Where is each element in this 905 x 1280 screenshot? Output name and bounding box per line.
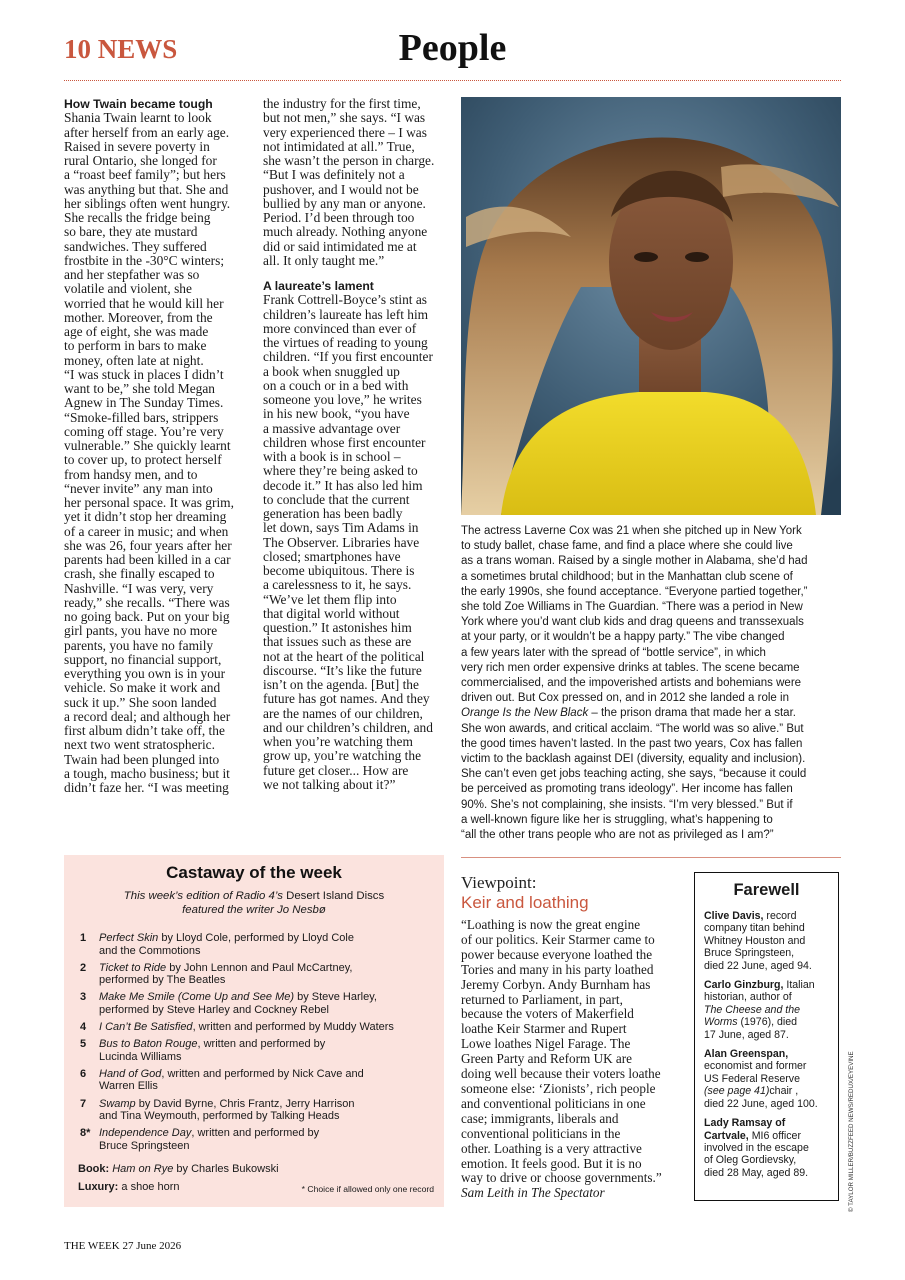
text-line <box>461 615 846 630</box>
text-run: commercialised, and the impoverished artists and bohemians were <box>461 677 802 690</box>
text-line: of a career in music; and when <box>64 523 229 539</box>
text-run: died 28 May, aged 89. <box>704 1166 809 1179</box>
italic-run: Ticket to Ride <box>99 961 167 974</box>
text-line: Period. I’d been through too <box>263 210 415 225</box>
text-line: Nashville. “I was very, very <box>64 580 214 596</box>
text-line: mother. Moreover, from the <box>64 309 213 325</box>
text-line: Twain had been plunged into <box>64 751 220 767</box>
italic-run: Perfect Skin <box>99 932 159 944</box>
text-line: conventional politicians in the <box>461 1125 621 1141</box>
text-run: , <box>795 1085 799 1098</box>
text-line: Tories and many in his party loathed <box>461 961 654 977</box>
farewell-list <box>704 910 834 1186</box>
text-line: to conclude that the current <box>263 491 410 507</box>
text-run: historian, author of <box>704 991 792 1004</box>
text-line: children. “If you first encounter <box>263 349 433 365</box>
viewpoint-source: Sam Leith in The Spectator <box>461 1185 605 1201</box>
text-line: a book when snuggled up <box>263 363 400 379</box>
text-line: when you’re watching them <box>263 734 413 749</box>
text-line <box>461 554 846 569</box>
text-line <box>99 1004 428 1017</box>
castaway-intro-show: Desert Island Discs <box>282 890 385 902</box>
text-line <box>99 974 428 987</box>
text-run: died 22 June, aged 94. <box>704 959 812 972</box>
text-line: want to be,” she told Megan <box>64 381 215 396</box>
twain-headline: How Twain became tough <box>64 97 213 111</box>
text-line <box>704 910 834 922</box>
column-2 <box>263 97 453 792</box>
page-footer: THE WEEK 27 June 2026 <box>64 1240 182 1252</box>
text-line: volatile and violent, she <box>64 281 192 297</box>
text-line: much already. Nothing anyone <box>263 224 428 240</box>
text-line: future has got names. And they <box>263 691 430 707</box>
text-line <box>99 962 428 975</box>
text-line: her siblings often went hungry. <box>64 195 231 211</box>
track-list <box>78 932 428 1157</box>
text-line <box>461 600 846 615</box>
text-line <box>704 1029 834 1041</box>
text-line <box>461 646 846 661</box>
text-line <box>99 991 428 1004</box>
text-line: that issues such as these are <box>263 634 412 650</box>
text-line: “We’ve let them flip into <box>263 591 397 607</box>
text-line: power because everyone loathed the <box>461 946 653 962</box>
text-line <box>461 813 846 828</box>
text-run: – the prison drama that made her a star. <box>588 707 796 720</box>
text-line: someone else: ‘Zionists’, rich people <box>461 1080 656 1096</box>
text-line <box>99 1110 428 1123</box>
text-line: a tough, macho business; but it <box>64 765 230 781</box>
text-line <box>704 1117 834 1129</box>
text-line: age of eight, she was made <box>64 324 209 339</box>
text-line <box>99 1098 428 1111</box>
text-run: company titan behind <box>704 922 805 935</box>
italic-run: Swamp <box>99 1097 136 1110</box>
text-line: yet it didn’t stop her dreaming <box>64 509 227 525</box>
text-run: She won awards, and critical acclaim. “The world was so alive.” But <box>461 722 804 735</box>
text-run: she told Zoe Williams in The Guardian. “There was a period in New <box>461 601 803 614</box>
italic-run: I Can’t Be Satisfied <box>99 1021 193 1034</box>
book-label: Book: <box>78 1163 110 1175</box>
text-run: by John Lennon and Paul McCartney, <box>166 961 353 974</box>
section-title: People <box>398 27 507 69</box>
text-line <box>704 1016 834 1028</box>
text-line <box>461 706 846 721</box>
text-line: The Observer. Libraries have <box>263 534 420 550</box>
text-run: record <box>763 910 797 922</box>
text-line: grow up, you’re watching the <box>263 748 422 764</box>
text-line <box>704 979 834 991</box>
bold-run: Cartvale, <box>704 1129 749 1142</box>
text-line: girl pants, you have no more <box>64 623 218 639</box>
text-line: Jeremy Corbyn. Andy Burnham has <box>461 976 651 992</box>
text-line: sandwiches. They suffered <box>64 238 207 254</box>
text-run: Bruce Springsteen, <box>704 947 795 960</box>
text-line: but not men,” she says. “I was <box>263 110 426 126</box>
text-line: and our children’s children, and <box>263 719 433 735</box>
text-line: that digital world without <box>263 605 400 621</box>
text-run: , written and performed by <box>197 1038 326 1051</box>
text-line: parents, you have no family <box>64 637 214 653</box>
text-line: from handsy men, and to <box>64 466 198 482</box>
text-line <box>99 1127 428 1140</box>
text-line: “Loathing is now the great engine <box>461 917 641 932</box>
italic-run: Worms <box>704 1016 738 1029</box>
text-line <box>461 722 846 737</box>
bold-run: Alan Greenspan, <box>704 1048 789 1061</box>
text-line: discourse. “It’s like the future <box>263 662 422 678</box>
text-line: the virtues of reading to young <box>263 335 428 350</box>
text-line: future get closer... How are <box>263 762 409 778</box>
text-line: Frank Cottrell-Boyce’s stint as <box>263 292 428 308</box>
viewpoint-title: Keir and loathing <box>461 893 589 912</box>
track-number: 1 <box>80 932 87 944</box>
text-line: more convinced than ever of <box>263 320 417 336</box>
text-line: other. Loathing is a very attractive <box>461 1140 642 1156</box>
text-run: and the Commotions <box>99 944 201 957</box>
track-item <box>78 932 428 957</box>
text-run: The actress Laverne Cox was 21 when she pitched up in New York <box>461 525 802 537</box>
text-run: victim to the backlash against DEI (diversity, equality and inclusion). <box>461 753 806 766</box>
luxury-label: Luxury: <box>78 1181 119 1193</box>
text-line: rural Ontario, she longed for <box>64 153 217 168</box>
text-run: , written and performed by <box>191 1127 320 1140</box>
text-line: with a book is in school – <box>263 449 401 464</box>
text-line: “never invite” any man into <box>64 480 213 496</box>
text-run: performed by Steve Harley and Cockney Rebel <box>99 1003 329 1016</box>
track-number: 7 <box>80 1097 87 1110</box>
text-line: frostbite in the -30°C winters; <box>64 252 225 268</box>
text-line: parents had been killed in a car <box>64 552 231 567</box>
track-number: 8* <box>80 1127 91 1140</box>
text-run: 17 June, aged 87. <box>704 1028 789 1041</box>
text-run: US Federal Reserve <box>704 1072 800 1085</box>
text-line <box>99 1021 428 1034</box>
text-line: become ubiquitous. There is <box>263 563 415 578</box>
text-line: was anything but that. She and <box>64 181 229 197</box>
text-line: to perform in bars to make <box>64 338 207 354</box>
track-number: 6 <box>80 1067 87 1080</box>
text-line: on a couch or in a bed with <box>263 377 409 393</box>
text-run: Whitney Houston and <box>704 934 806 947</box>
text-line: a carelessness to it, he says. <box>263 577 412 593</box>
castaway-luxury <box>78 1181 180 1193</box>
text-line: vehicle. So make it work and <box>64 680 221 696</box>
text-line: everything you own is in your <box>64 666 226 681</box>
text-line: of our politics. Keir Starmer came to <box>461 931 655 947</box>
text-run: and Tina Weymouth, performed by Talking Heads <box>99 1110 340 1123</box>
text-line <box>461 539 846 554</box>
text-line: coming off stage. You’re very <box>64 423 224 439</box>
text-run: “all the other trans people who are not as privileged as I am?” <box>461 829 774 842</box>
text-run: be perceived as promoting trans ideology”. Her income has fallen <box>461 783 793 796</box>
text-run: the good times haven’t lasted. In the past two years, Cox has fallen <box>461 737 803 750</box>
text-line <box>99 1080 428 1093</box>
text-line: bullied by any man or anyone. <box>263 195 426 211</box>
text-run: as a trans woman. Raised by a single mother in Alabama, she’d had <box>461 555 808 568</box>
text-line: someone you love,” he writes <box>263 392 422 407</box>
castaway-intro-guest: featured the writer Jo Nesbø <box>182 904 326 916</box>
text-line: so bare, they ate mustard <box>64 224 198 240</box>
farewell-entry <box>704 1048 834 1110</box>
text-run: MI6 officer <box>748 1129 801 1142</box>
text-run: at your party, or it wouldn’t be a happy party.” The vibe changed <box>461 631 785 644</box>
text-line <box>461 798 846 813</box>
text-line <box>461 661 846 676</box>
text-line: a “roast beef family”; but hers <box>64 167 226 183</box>
castaway-box <box>64 855 444 1207</box>
text-line <box>704 935 834 947</box>
page-header <box>64 28 841 81</box>
farewell-title: Farewell <box>733 881 800 899</box>
text-line: let down, says Tim Adams in <box>263 520 419 536</box>
text-line: suck it up.” She soon landed <box>64 694 217 710</box>
caption-divider <box>461 857 841 858</box>
text-line: support, no financial support, <box>64 651 222 667</box>
castaway-intro-italic: This week’s edition of Radio 4’s <box>123 890 283 902</box>
text-line: doing well because their voters loathe <box>461 1066 661 1082</box>
italic-run: Make Me Smile (Come Up and See Me) <box>99 991 295 1004</box>
castaway-book <box>78 1163 279 1175</box>
castaway-footnote: * Choice if allowed only one record <box>301 1184 434 1194</box>
text-run: York where you’d want club kids and drag queens and transsexuals <box>461 616 804 629</box>
farewell-entry <box>704 979 834 1041</box>
text-line: and conventional politicians in one <box>461 1095 646 1111</box>
text-run: Italian <box>783 979 815 992</box>
twain-body-part2 <box>263 97 453 268</box>
text-line <box>99 932 428 945</box>
text-line <box>704 1142 834 1154</box>
text-line: returned to Parliament, in part, <box>461 991 623 1007</box>
text-line: question.” It astonishes him <box>263 620 412 635</box>
text-line <box>704 1098 834 1110</box>
text-run: involved in the escape <box>704 1141 809 1154</box>
text-line: didn’t faze her. “I was meeting <box>64 780 229 795</box>
track-item <box>78 1068 428 1093</box>
text-line: children whose first encounter <box>263 434 426 450</box>
italic-run: Orange Is the New Black <box>461 707 589 720</box>
column-1 <box>64 97 254 795</box>
text-line <box>461 691 846 706</box>
text-run: driven out. But Cox pressed on, and in 2012 she landed a role in <box>461 692 789 705</box>
text-run: Warren Ellis <box>99 1080 158 1093</box>
track-number: 5 <box>80 1038 87 1051</box>
track-number: 4 <box>80 1021 87 1034</box>
text-run: Bruce Springsteen <box>99 1139 190 1152</box>
viewpoint-body <box>461 918 686 1201</box>
track-item <box>78 991 428 1016</box>
text-line: the industry for the first time, <box>263 96 421 111</box>
text-line: a massive advantage over <box>263 420 401 436</box>
text-line: her personal space. It was grim, <box>64 495 234 510</box>
text-line: children’s laureate has left him <box>263 306 429 322</box>
track-number: 2 <box>80 961 87 974</box>
viewpoint-label: Viewpoint: <box>461 873 537 892</box>
track-number: 3 <box>80 991 87 1004</box>
text-line: ready,” she recalls. “There was <box>64 594 230 610</box>
text-line: money, often late at night. <box>64 352 204 368</box>
text-line: where they’re being asked to <box>263 463 418 479</box>
text-line: Shania Twain learnt to look <box>64 110 212 126</box>
text-line <box>704 1154 834 1166</box>
text-run: died 22 June, aged 100. <box>704 1097 818 1110</box>
text-line: Agnew in The Sunday Times. <box>64 395 224 411</box>
text-line <box>461 585 846 600</box>
text-line: crash, she finally escaped to <box>64 566 215 582</box>
track-item <box>78 1021 428 1034</box>
book-title: Ham on Rye <box>112 1163 174 1175</box>
track-item <box>78 1098 428 1123</box>
italic-run: The Cheese and the <box>704 1003 801 1016</box>
text-line: because the voters of Makerfield <box>461 1006 634 1022</box>
photo-caption <box>461 524 846 843</box>
text-line: in his new book, “you have <box>263 406 410 422</box>
text-line <box>704 1130 834 1142</box>
text-run: , written and performed by Muddy Waters <box>192 1021 394 1034</box>
text-line: generation has been badly <box>263 506 403 521</box>
text-line <box>704 1167 834 1179</box>
text-line: Raised in severe poverty in <box>64 138 210 154</box>
book-author: by Charles Bukowski <box>173 1163 279 1175</box>
track-item <box>78 962 428 987</box>
text-run: a well-known figure like her is struggling, what’s happening to <box>461 813 773 826</box>
text-line <box>704 1004 834 1016</box>
text-line <box>704 1060 834 1072</box>
text-line: emotion. It feels good. But it is no <box>461 1155 642 1171</box>
text-run: , written and performed by Nick Cave and <box>161 1067 364 1080</box>
laureate-body <box>263 293 453 792</box>
laverne-cox-photo <box>461 97 841 515</box>
text-line: all. It only taught me.” <box>263 252 385 268</box>
text-line <box>461 737 846 752</box>
text-run: Lucinda Williams <box>99 1050 182 1063</box>
text-line: loathe Keir Starmer and Rupert <box>461 1021 627 1037</box>
text-line: worried that he would kill her <box>64 295 224 311</box>
farewell-entry <box>704 1117 834 1179</box>
text-run: a few years later with the spread of “bottle service”, in which <box>461 646 766 659</box>
luxury-value: a shoe horn <box>118 1181 180 1193</box>
text-line: are the names of our children, <box>263 705 423 721</box>
text-run: economist and former <box>704 1060 807 1073</box>
text-line: to cover up, to protect herself <box>64 452 222 468</box>
text-run: She can’t even get jobs teaching acting, she says, “because it could <box>461 768 807 781</box>
text-line <box>704 960 834 972</box>
text-line <box>461 752 846 767</box>
castaway-intro <box>74 889 434 917</box>
text-line <box>704 1085 834 1097</box>
text-line: not at the heart of the political <box>263 648 425 664</box>
italic-run: (see page 41) <box>704 1085 770 1098</box>
bold-run: Carlo Ginzburg, <box>704 979 784 992</box>
text-line <box>704 922 834 934</box>
text-line: we not talking about it?” <box>263 776 396 792</box>
castaway-title: Castaway of the week <box>166 863 342 882</box>
text-line: very experienced there – I was <box>263 124 427 140</box>
text-line: decode it.” It has also led him <box>263 477 423 493</box>
text-run: to study ballet, chase fame, and find a place where she could live <box>461 540 793 553</box>
text-line: not intimidated at all.” True, <box>263 138 415 154</box>
text-run: 90%. She’s not complaining, she insists. “I’m very blessed.” But if <box>461 798 793 811</box>
text-line: vulnerable.” She quickly learnt <box>64 438 231 453</box>
italic-run: Independence Day <box>99 1127 192 1140</box>
text-line: “I was stuck in places I didn’t <box>64 366 224 382</box>
text-line <box>461 782 846 797</box>
farewell-entry <box>704 910 834 972</box>
italic-run: Bus to Baton Rouge <box>99 1038 198 1051</box>
text-line: case; immigrants, liberals and <box>461 1110 619 1126</box>
text-line <box>99 1051 428 1064</box>
photo-credit: © TAYLOR MILLER/BUZZFEED NEWS/REDUX/EYEVINE <box>848 1051 855 1212</box>
text-line: Green Party and Reform UK are <box>461 1051 633 1067</box>
text-line: she was 26, four years after her <box>64 537 232 553</box>
text-line: way to drive or choose governments.” <box>461 1170 662 1186</box>
text-line <box>704 947 834 959</box>
text-run: (1976), died <box>737 1016 798 1029</box>
text-line <box>99 1140 428 1153</box>
text-run: a sometimes brutal childhood; but in the Manhattan club scene of <box>461 570 793 583</box>
text-line <box>704 1073 834 1085</box>
text-line: isn’t on the agenda. [But] the <box>263 677 419 692</box>
text-run: by Steve Harley, <box>294 991 377 1004</box>
track-item <box>78 1038 428 1063</box>
text-run: the early 1990s, she found acceptance. “Everyone partied together,” <box>461 585 808 598</box>
text-run: very rich men order expensive drinks at tables. The scene became <box>461 661 800 674</box>
text-line: pushover, and I would not be <box>263 181 419 197</box>
bold-run: Lady Ramsay of <box>704 1117 786 1130</box>
text-line: Lowe loathes Nigel Farage. The <box>461 1036 631 1052</box>
text-line <box>461 570 846 585</box>
text-line: no going back. Put on your big <box>64 609 230 624</box>
text-run: by Lloyd Cole, performed by Lloyd Cole <box>158 932 354 944</box>
text-line: closed; smartphones have <box>263 548 401 564</box>
page-number: 10 NEWS <box>64 34 178 64</box>
text-line <box>99 945 428 958</box>
bold-run: Clive Davis, <box>704 910 764 922</box>
track-item <box>78 1127 428 1152</box>
italic-run: Hand of God <box>99 1067 162 1080</box>
text-run: of Oleg Gordievsky, <box>704 1154 797 1167</box>
text-line: She recalls the fridge being <box>64 210 211 225</box>
text-line: next two went stratospheric. <box>64 737 215 753</box>
text-line <box>461 767 846 782</box>
text-run: performed by The Beatles <box>99 974 226 987</box>
text-line <box>461 524 846 539</box>
text-line: first album didn’t take off, the <box>64 723 225 738</box>
text-line: a record deal; and although her <box>64 708 231 724</box>
text-run: chair <box>769 1085 796 1098</box>
twain-body-part1 <box>64 111 254 795</box>
farewell-box <box>694 872 839 1201</box>
text-line <box>99 1038 428 1051</box>
text-line <box>461 630 846 645</box>
text-line <box>704 1048 834 1060</box>
text-line: she wasn’t the person in charge. <box>263 153 435 168</box>
text-line: and her stepfather was so <box>64 267 200 282</box>
laureate-headline: A laureate’s lament <box>263 279 374 293</box>
text-line: did or said intimidated me at <box>263 238 417 254</box>
text-run: by David Byrne, Chris Frantz, Jerry Harrison <box>135 1097 355 1110</box>
text-line <box>461 676 846 691</box>
text-line <box>461 828 846 843</box>
text-line: “But I was definitely not a <box>263 167 405 183</box>
text-line <box>704 991 834 1003</box>
text-line: “Smoke-filled bars, strippers <box>64 409 219 425</box>
text-line: after herself from an early age. <box>64 124 230 140</box>
text-line <box>99 1068 428 1081</box>
